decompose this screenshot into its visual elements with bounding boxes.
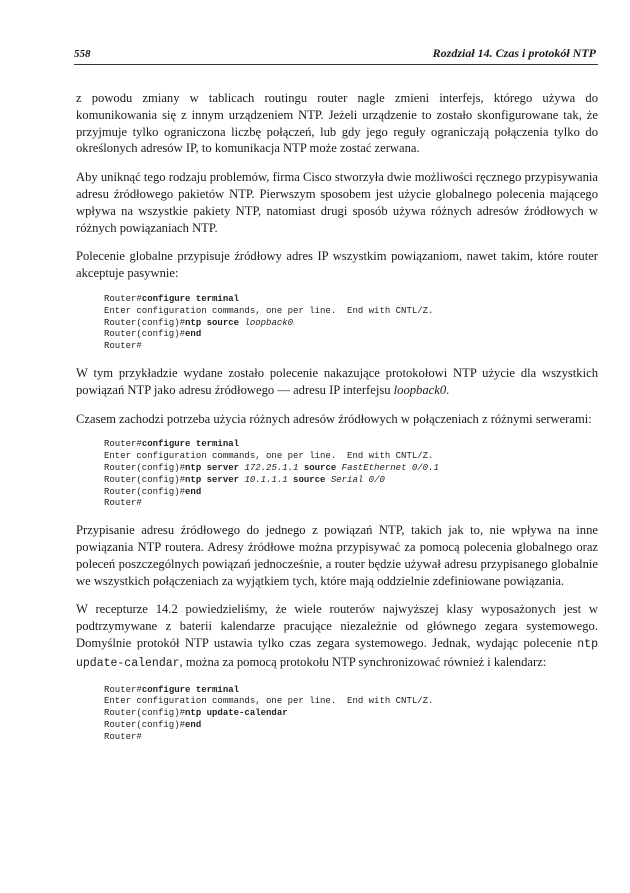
code-command: end bbox=[185, 486, 202, 497]
code-block-2 bbox=[76, 439, 598, 510]
code-block-1 bbox=[76, 294, 598, 353]
paragraph-6: Przypisanie adresu źródłowego do jednego z powiązań NTP, takich jak to, nie wpływa na inne powiązania NTP routera. Adresy źródłowe można przypisywać za pomocą polecenia globalnego oraz poleceń poszczególnych powiązań jednocześnie, a router będzie używał adresu przypisanego globalnie we wszystkich połączeniach za wyjątkiem tych, które mają oddzielnie zdefiniowane powiązania. bbox=[76, 523, 598, 588]
paragraph-5: Czasem zachodzi potrzeba użycia różnych adresów źródłowych w połączeniach z różnymi serwerami: bbox=[76, 411, 592, 426]
paragraph-4 bbox=[76, 365, 598, 399]
paragraph-7-text: W recepturze 14.2 powiedzieliśmy, że wiele routerów najwyższej klasy wyposażonych jest w podtrzymywane z baterii kalendarze pracujące niezależnie od głównego zegara systemowego. Domyślnie protokół NTP ustawia tylko czas zegara systemowego. Jednak, wydając polecenie bbox=[76, 602, 598, 650]
code-prompt: Router# bbox=[104, 439, 142, 450]
code-command: ntp server bbox=[185, 462, 245, 473]
code-command: source bbox=[303, 462, 342, 473]
inline-command: ntp update-calendar bbox=[76, 637, 598, 670]
paragraph-2: Aby uniknąć tego rodzaju problemów, firma Cisco stworzyła dwie możliwości ręcznego przypisywania adresu źródłowego pakietów NTP. Pierwszym sposobem jest użycie globalnego polecenia mającego wpływa na wszystkie pakiety NTP, natomiast drugi sposób używa różnych adresów źródłowych w różnych powiązaniach NTP. bbox=[76, 170, 598, 235]
code-prompt: Router(config)# bbox=[104, 708, 186, 719]
code-argument: 172.25.1.1 bbox=[244, 462, 304, 473]
header-rule bbox=[74, 64, 598, 65]
code-command: configure terminal bbox=[141, 439, 240, 450]
code-command: ntp source bbox=[185, 317, 245, 328]
code-prompt: Router# bbox=[104, 498, 142, 509]
code-prompt: Router(config)# bbox=[104, 474, 186, 485]
code-command: ntp update-calendar bbox=[185, 708, 288, 719]
paragraph-4-text: W tym przykładzie wydane zostało polecenie nakazujące protokołowi NTP użycie dla wszystkich powiązań NTP jako adresu źródłowego — adresu IP interfejsu bbox=[76, 365, 598, 397]
paragraph-7 bbox=[76, 601, 598, 672]
paragraph-1: z powodu zmiany w tablicach routingu router nagle zmieni interfejs, którego używa do komunikowania się z innym urządzeniem NTP. Jeżeli urządzenie to zostało skonfigurowane tak, że przyjmuje tylko ograniczona liczbę połączeń, lub gdy jego reguły ograniczają połączenia tylko do określonych adresów IP, to komunikacja NTP może zostać zerwana. bbox=[76, 91, 598, 156]
page-header bbox=[74, 44, 598, 66]
code-command: configure terminal bbox=[141, 684, 240, 695]
code-prompt: Router(config)# bbox=[104, 317, 186, 328]
code-output: Enter configuration commands, one per line. End with CNTL/Z. bbox=[104, 696, 434, 707]
paragraph-7-end: , można za pomocą protokołu NTP synchronizować również i kalendarz: bbox=[179, 654, 547, 669]
page-number: 558 bbox=[74, 48, 91, 60]
code-output: Enter configuration commands, one per line. End with CNTL/Z. bbox=[104, 305, 434, 316]
code-prompt: Router(config)# bbox=[104, 719, 186, 730]
code-prompt: Router(config)# bbox=[104, 486, 186, 497]
code-command: end bbox=[185, 329, 202, 340]
interface-name: loopback0 bbox=[393, 382, 447, 397]
code-argument: Serial 0/0 bbox=[330, 474, 385, 485]
paragraph-3: Polecenie globalne przypisuje źródłowy adres IP wszystkim powiązaniom, nawet takim, które router akceptuje pasywnie: bbox=[76, 249, 598, 281]
code-output: Enter configuration commands, one per line. End with CNTL/Z. bbox=[104, 451, 434, 462]
code-block-3 bbox=[76, 685, 598, 744]
code-prompt: Router# bbox=[104, 341, 142, 352]
code-argument: loopback0 bbox=[244, 317, 294, 328]
code-prompt: Router(config)# bbox=[104, 462, 186, 473]
code-prompt: Router# bbox=[104, 293, 142, 304]
code-prompt: Router# bbox=[104, 731, 142, 742]
code-command: source bbox=[293, 474, 331, 485]
code-prompt: Router# bbox=[104, 684, 142, 695]
paragraph-4-end: . bbox=[446, 382, 450, 397]
code-command: configure terminal bbox=[141, 293, 240, 304]
code-prompt: Router(config)# bbox=[104, 329, 186, 340]
code-argument: FastEthernet 0/0.1 bbox=[341, 462, 439, 473]
code-command: ntp server bbox=[185, 474, 245, 485]
code-argument: 10.1.1.1 bbox=[244, 474, 294, 485]
running-title: Rozdział 14. Czas i protokół NTP bbox=[432, 46, 596, 60]
page-body bbox=[76, 90, 598, 755]
code-command: end bbox=[185, 719, 202, 730]
